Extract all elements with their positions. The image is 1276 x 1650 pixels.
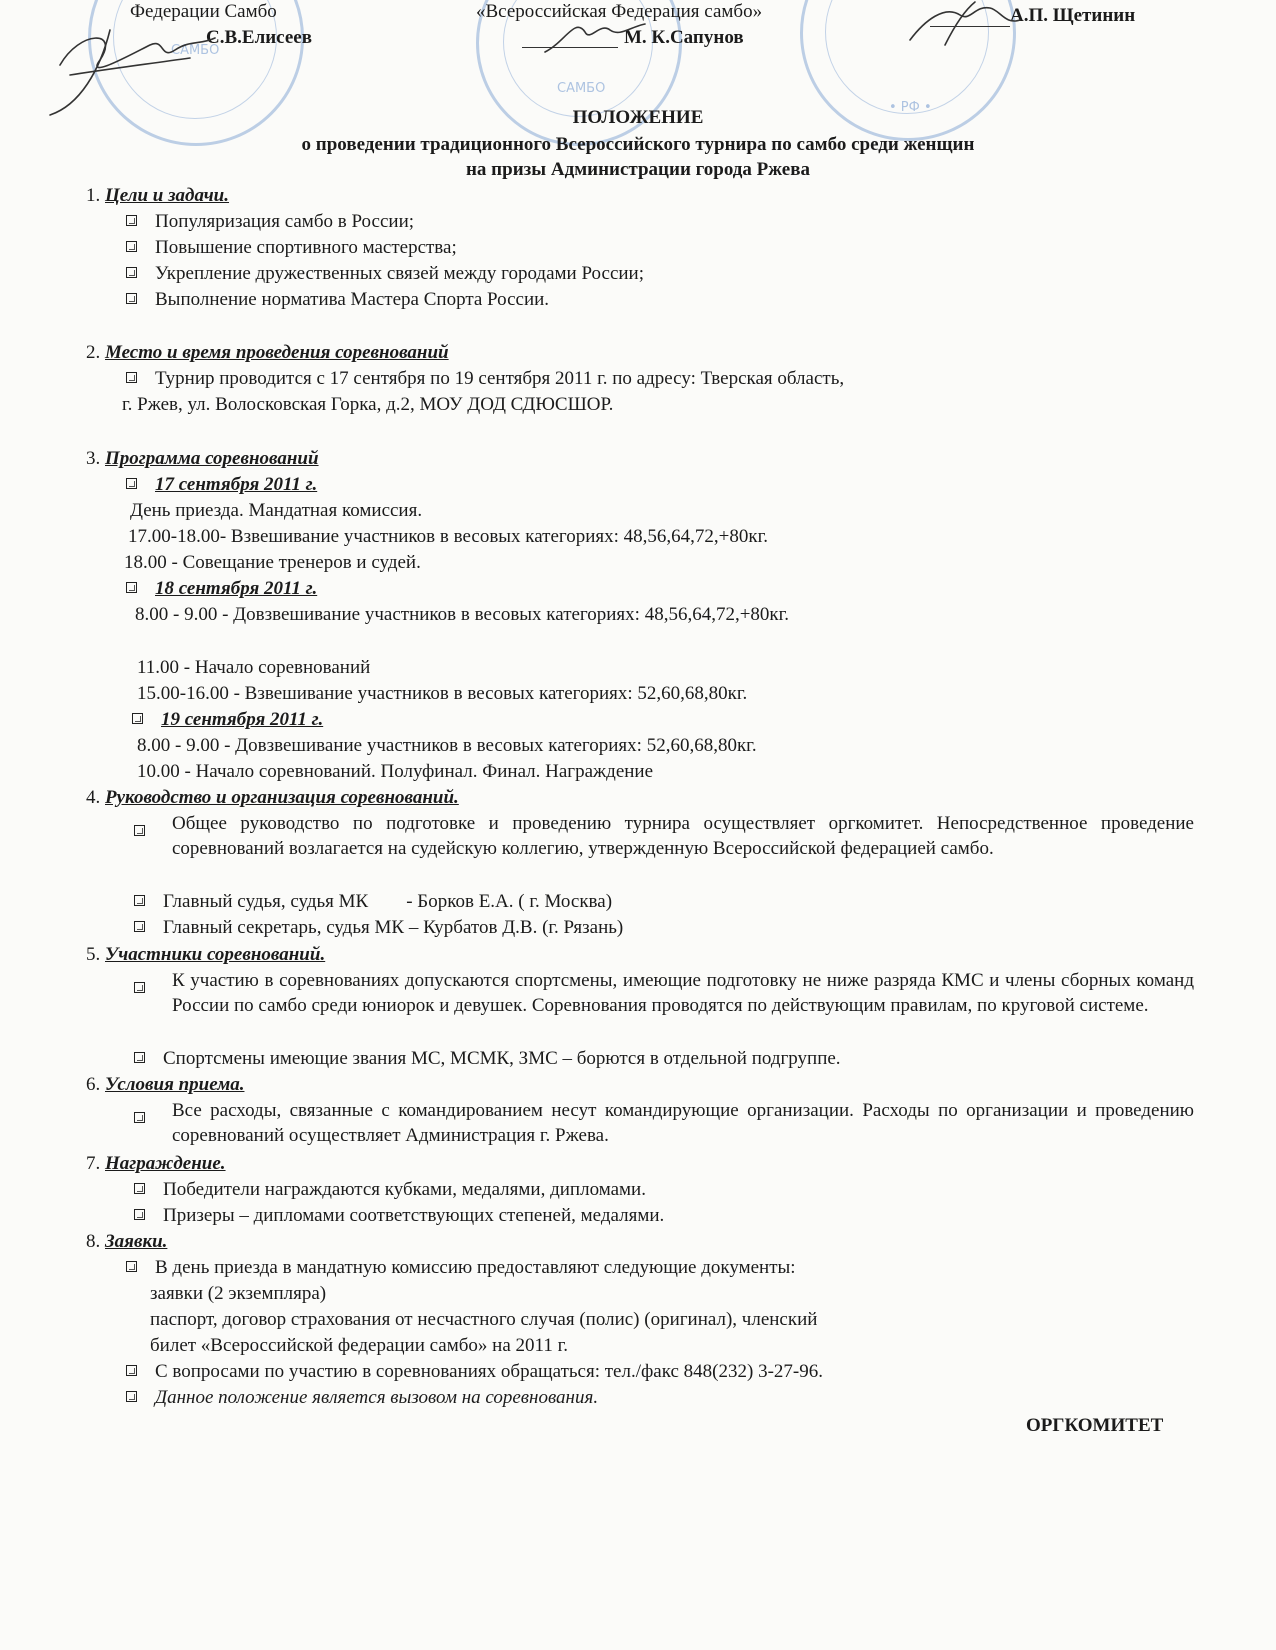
s8-line-1: [126, 1256, 796, 1280]
checkbox-bullet-icon: [134, 1052, 145, 1063]
s8-line-1-text: В день приезда в мандатную комиссию предоставляют следующие документы:: [155, 1257, 796, 1278]
s3-day1-line-2: 17.00-18.00- Взвешивание участников в весовых категориях: 48,56,64,72,+80кг.: [128, 526, 769, 547]
s1-item-2-text: Повышение спортивного мастерства;: [155, 237, 457, 258]
s8-line-6-text: Данное положение является вызовом на соревнования.: [155, 1387, 599, 1408]
s3-day-3-text: 19 сентября 2011 г.: [161, 709, 324, 730]
s4-chief-secretary-text: Главный секретарь, судья МК – Курбатов Д.В. (г. Рязань): [163, 917, 624, 938]
checkbox-bullet-icon: [126, 372, 137, 383]
section-1-title: Цели и задачи.: [105, 185, 230, 206]
checkbox-bullet-icon: [134, 982, 145, 993]
s5-titled-athletes-text: Спортсмены имеющие звания МС, МСМК, ЗМС – борются в отдельной подгруппе.: [163, 1048, 841, 1069]
signature-right: [905, 0, 1025, 50]
header-left-name: С.В.Елисеев: [206, 27, 312, 48]
checkbox-bullet-icon: [126, 582, 137, 593]
s8-line-5-text: С вопросами по участию в соревнованиях обращаться: тел./факс 848(232) 3-27-96.: [155, 1361, 823, 1382]
checkbox-bullet-icon: [126, 267, 137, 278]
section-5-heading: [86, 943, 325, 967]
checkbox-bullet-icon: [134, 921, 145, 932]
checkbox-bullet-icon: [126, 1391, 137, 1402]
section-4-title: Руководство и организация соревнований.: [105, 787, 459, 808]
s8-line-3: паспорт, договор страхования от несчастного случая (полис) (оригинал), членский: [150, 1309, 818, 1330]
s3-day-3: [132, 708, 323, 732]
s3-day-1: [126, 473, 317, 497]
s3-day3-line-1: 8.00 - 9.00 - Довзвешивание участников в весовых категориях: 52,60,68,80кг.: [137, 735, 757, 756]
s3-day2-line-2: 11.00 - Начало соревнований: [137, 657, 371, 678]
signature-left: [40, 10, 240, 120]
s2-line-2: г. Ржев, ул. Волосковская Горка, д.2, МОУ ДОД СДЮСШОР.: [122, 394, 614, 415]
s1-item-3: [126, 262, 644, 286]
s1-item-1-text: Популяризация самбо в России;: [155, 211, 415, 232]
checkbox-bullet-icon: [134, 1183, 145, 1194]
document-title: ПОЛОЖЕНИЕ: [572, 107, 704, 128]
checkbox-bullet-icon: [134, 1112, 145, 1123]
s6-paragraph-1: Все расходы, связанные с командированием несут командирующие организации. Расходы по организации и проведению соревнований осуществляет Администрация г. Ржева.: [172, 1100, 1194, 1146]
s4-chief-secretary: [134, 916, 623, 940]
checkbox-bullet-icon: [134, 825, 145, 836]
checkbox-bullet-icon: [132, 713, 143, 724]
checkbox-bullet-icon: [126, 1365, 137, 1376]
checkbox-bullet-icon: [126, 215, 137, 226]
s7-item-1-text: Победители награждаются кубками, медалями, дипломами.: [163, 1179, 646, 1200]
s7-item-2: [134, 1204, 664, 1228]
section-3-title: Программа соревнований: [105, 448, 319, 469]
section-2-title: Место и время проведения соревнований: [105, 342, 449, 363]
section-2-heading: [86, 341, 449, 365]
checkbox-bullet-icon: [134, 895, 145, 906]
s5-titled-athletes: [134, 1047, 841, 1071]
stamp-right-text: • РФ •: [889, 100, 932, 115]
section-4-number: 4.: [86, 787, 101, 808]
s1-item-4-text: Выполнение норматива Мастера Спорта России.: [155, 289, 550, 310]
stamp-center-text: САМБО: [557, 81, 606, 96]
section-3-heading: [86, 447, 319, 471]
section-1-number: 1.: [86, 185, 101, 206]
s5-paragraph-1: К участию в соревнованиях допускаются спортсмены, имеющие подготовку не ниже разряда КМС и члены сборных команд России по самбо среди юниорок и девушек. Соревнования проводятся по действующим правилам, по круговой системе.: [172, 970, 1194, 1016]
s8-line-6: [126, 1386, 598, 1410]
s3-day2-line-1: 8.00 - 9.00 - Довзвешивание участников в весовых категориях: 48,56,64,72,+80кг.: [135, 604, 790, 625]
header-center-name: М. К.Сапунов: [624, 27, 744, 48]
checkbox-bullet-icon: [126, 478, 137, 489]
signature-center: [540, 12, 650, 62]
checkbox-bullet-icon: [126, 241, 137, 252]
s2-line-1-text: Турнир проводится с 17 сентября по 19 сентября 2011 г. по адресу: Тверская область,: [155, 368, 845, 389]
header-left-org: Федерации Самбо: [130, 1, 277, 22]
s3-day3-line-2: 10.00 - Начало соревнований. Полуфинал. Финал. Награждение: [137, 761, 654, 782]
header-right-name: А.П. Щетинин: [1010, 5, 1136, 26]
s7-item-1: [134, 1178, 646, 1202]
s8-line-4: билет «Всероссийской федерации самбо» на 2011 г.: [150, 1335, 568, 1356]
section-6-number: 6.: [86, 1074, 101, 1095]
checkbox-bullet-icon: [134, 1209, 145, 1220]
organizing-committee-signoff: ОРГКОМИТЕТ: [1026, 1415, 1164, 1436]
section-7-heading: [86, 1152, 226, 1176]
s3-day-2: [126, 577, 317, 601]
s8-line-2: заявки (2 экземпляра): [150, 1283, 327, 1304]
section-6-heading: [86, 1073, 244, 1097]
section-8-title: Заявки.: [105, 1231, 168, 1252]
s3-day-1-text: 17 сентября 2011 г.: [155, 474, 318, 495]
section-7-title: Награждение.: [105, 1153, 226, 1174]
stamp-left-text: САМБО: [171, 43, 220, 58]
section-3-number: 3.: [86, 448, 101, 469]
header-center-org: «Всероссийская Федерация самбо»: [476, 1, 763, 22]
checkbox-bullet-icon: [126, 1261, 137, 1272]
s4-chief-judge-text: Главный судья, судья МК - Борков Е.А. ( г. Москва): [163, 891, 613, 912]
s3-day1-line-3: 18.00 - Совещание тренеров и судей.: [124, 552, 421, 573]
section-6-title: Условия приема.: [105, 1074, 245, 1095]
s1-item-2: [126, 236, 457, 260]
s1-item-1: [126, 210, 414, 234]
s1-item-3-text: Укрепление дружественных связей между городами России;: [155, 263, 644, 284]
s8-line-5: [126, 1360, 823, 1384]
section-5-number: 5.: [86, 944, 101, 965]
s7-item-2-text: Призеры – дипломами соответствующих степеней, медалями.: [163, 1205, 665, 1226]
s4-chief-judge: [134, 890, 612, 914]
section-7-number: 7.: [86, 1153, 101, 1174]
section-1-heading: [86, 184, 229, 208]
section-5-title: Участники соревнований.: [105, 944, 326, 965]
checkbox-bullet-icon: [126, 293, 137, 304]
section-2-number: 2.: [86, 342, 101, 363]
s2-line-1: [126, 367, 844, 391]
section-8-heading: [86, 1230, 167, 1254]
s3-day2-line-3: 15.00-16.00 - Взвешивание участников в весовых категориях: 52,60,68,80кг.: [137, 683, 748, 704]
s1-item-4: [126, 288, 549, 312]
document-subtitle-line2: на призы Администрации города Ржева: [465, 159, 810, 180]
s3-day-2-text: 18 сентября 2011 г.: [155, 578, 318, 599]
document-subtitle-line1: о проведении традиционного Всероссийского турнира по самбо среди женщин: [301, 134, 975, 155]
s4-paragraph-1: Общее руководство по подготовке и проведению турнира осуществляет оргкомитет. Непосредственное проведение соревнований возлагается на судейскую коллегию, утвержденную Всероссийской федерацией самбо.: [172, 813, 1194, 859]
section-8-number: 8.: [86, 1231, 101, 1252]
s3-day1-line-1: День приезда. Мандатная комиссия.: [130, 500, 423, 521]
section-4-heading: [86, 786, 459, 810]
